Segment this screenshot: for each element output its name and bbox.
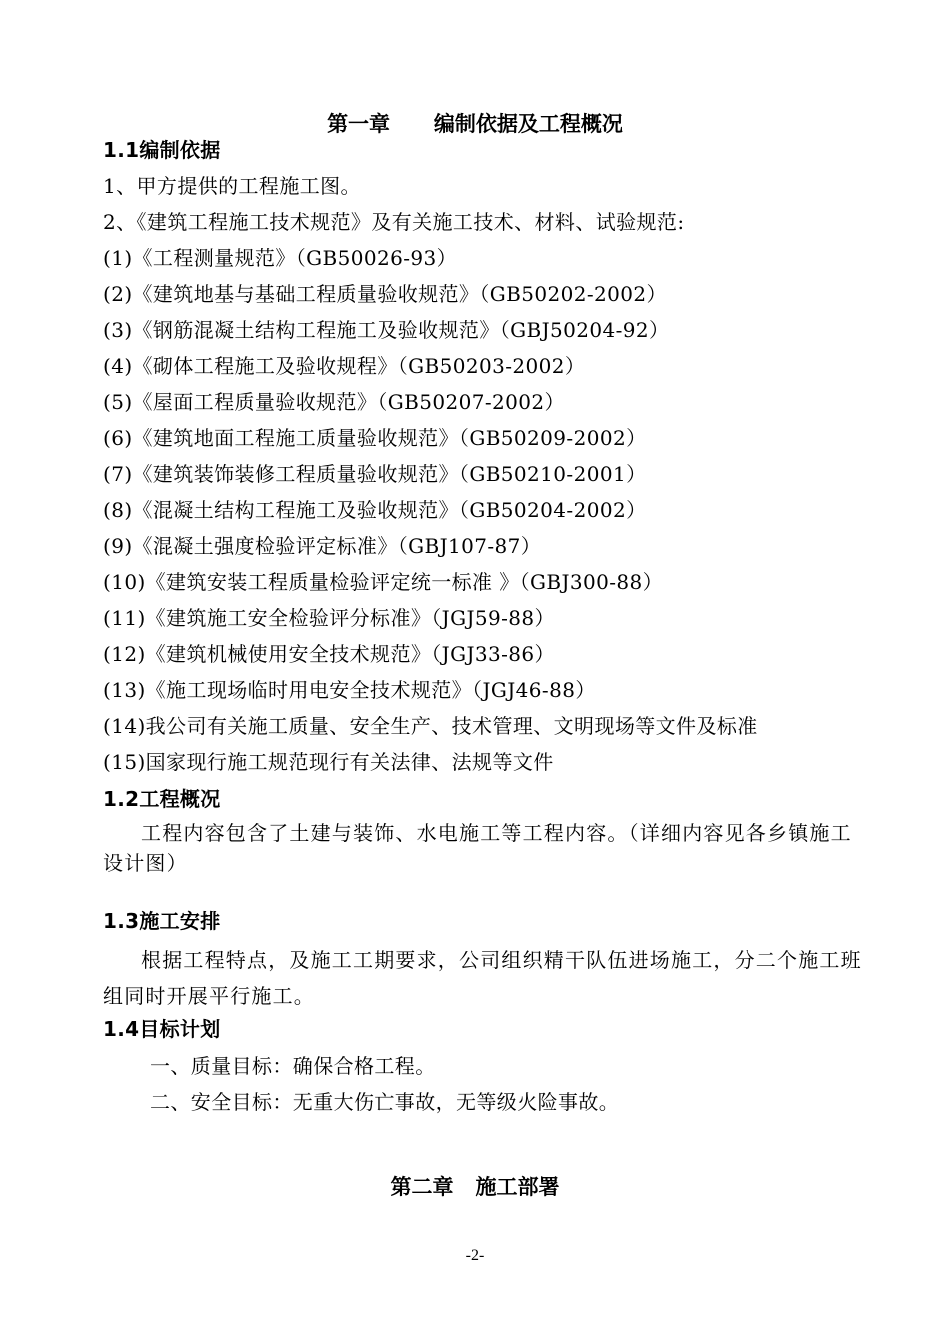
basis-item: 1、甲方提供的工程施工图。	[103, 174, 361, 198]
section-1-3-heading: 1.3施工安排	[103, 909, 221, 933]
basis-item: (9)《混凝土强度检验评定标准》（GBJ107-87）	[103, 534, 542, 558]
basis-item: (5)《屋面工程质量验收规范》（GB50207-2002）	[103, 390, 565, 414]
chapter-1-title: 第一章 编制依据及工程概况	[327, 112, 623, 136]
section-1-2-heading: 1.2工程概况	[103, 787, 221, 811]
arrangement-paragraph: 根据工程特点，及施工工期要求，公司组织精干队伍进场施工，分二个施工班组同时开展平行施工。	[103, 948, 862, 1008]
section-1-1-heading: 1.1编制依据	[103, 138, 221, 162]
chapter-2-title: 第二章 施工部署	[390, 1175, 560, 1199]
basis-item: (15)国家现行施工规范现行有关法律、法规等文件	[103, 750, 554, 774]
overview-paragraph: 工程内容包含了土建与装饰、水电施工等工程内容。（详细内容见各乡镇施工设计图）	[103, 821, 852, 875]
basis-item: (11)《建筑施工安全检验评分标准》（JGJ59-88）	[103, 606, 555, 630]
basis-item: (6)《建筑地面工程施工质量验收规范》（GB50209-2002）	[103, 426, 647, 450]
basis-item: (13)《施工现场临时用电安全技术规范》（JGJ46-88）	[103, 678, 596, 702]
target-item: 一、质量目标：确保合格工程。	[150, 1054, 436, 1078]
basis-item: (4)《砌体工程施工及验收规程》（GB50203-2002）	[103, 354, 586, 378]
basis-item: (8)《混凝土结构工程施工及验收规范》（GB50204-2002）	[103, 498, 647, 522]
basis-item: (1)《工程测量规范》（GB50026-93）	[103, 246, 458, 270]
basis-item: (7)《建筑装饰装修工程质量验收规范》（GB50210-2001）	[103, 462, 647, 486]
section-1-4-heading: 1.4目标计划	[103, 1017, 221, 1041]
basis-item: (2)《建筑地基与基础工程质量验收规范》（GB50202-2002）	[103, 282, 667, 306]
basis-item: 2、《建筑工程施工技术规范》及有关施工技术、材料、试验规范:	[103, 210, 685, 234]
basis-item: (3)《钢筋混凝土结构工程施工及验收规范》（GBJ50204-92）	[103, 318, 670, 342]
target-item: 二、安全目标：无重大伤亡事故，无等级火险事故。	[150, 1090, 620, 1114]
basis-item: (14)我公司有关施工质量、安全生产、技术管理、文明现场等文件及标准	[103, 714, 758, 738]
basis-item: (12)《建筑机械使用安全技术规范》（JGJ33-86）	[103, 642, 555, 666]
basis-item: (10)《建筑安装工程质量检验评定统一标准 》（GBJ300-88）	[103, 570, 664, 594]
page-number: -2-	[465, 1247, 485, 1264]
